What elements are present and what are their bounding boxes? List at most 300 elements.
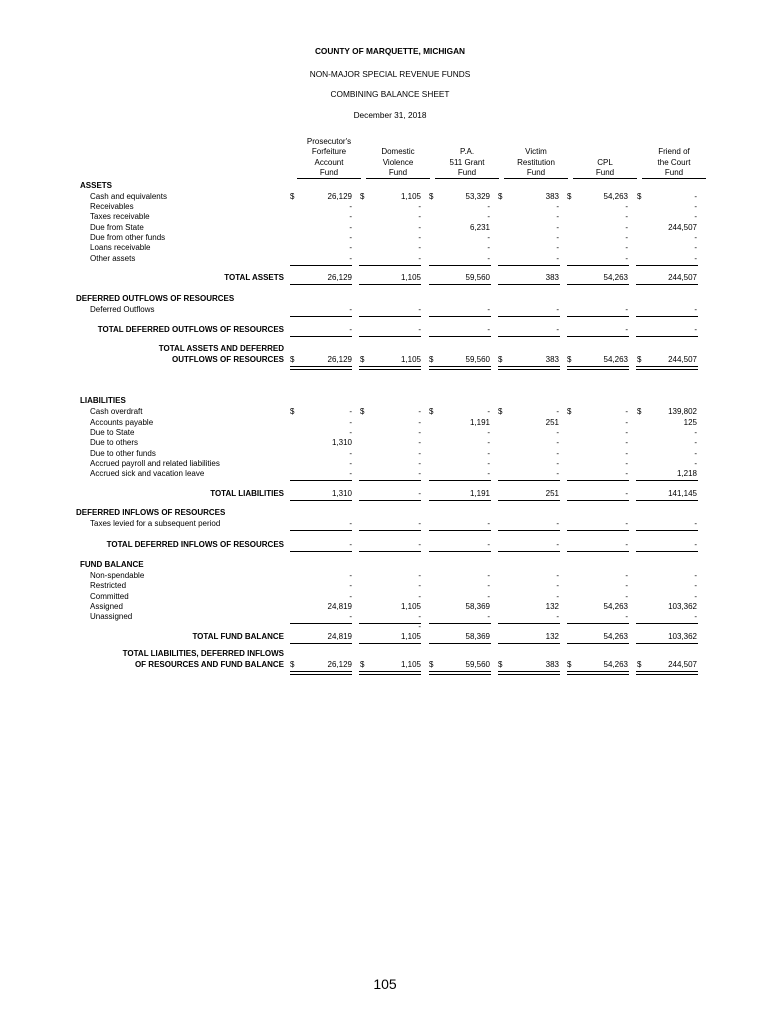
amount-cell: 139,802	[668, 407, 697, 416]
amount-cell: -	[625, 212, 628, 221]
total-rule	[498, 284, 560, 285]
amount-cell: -	[418, 592, 421, 601]
amount-cell: -	[418, 305, 421, 314]
total-rule	[567, 336, 629, 337]
double-rule	[290, 366, 352, 370]
dollar-sign: $	[360, 355, 365, 364]
amount-cell: -	[349, 459, 352, 468]
total-rule	[636, 500, 698, 501]
amount-cell: 383	[545, 192, 559, 201]
double-rule	[359, 366, 421, 370]
column-header-line: the Court	[657, 157, 691, 167]
total-rule	[290, 551, 352, 552]
row-label: Accrued payroll and related liabilities	[90, 459, 220, 468]
row-label: Due to others	[90, 438, 139, 447]
amount-cell: 251	[545, 489, 559, 498]
amount-cell: 54,263	[603, 602, 628, 611]
row-label: Accounts payable	[90, 418, 154, 427]
amount-cell: -	[418, 612, 421, 621]
amount-cell: -	[556, 428, 559, 437]
total-rule	[636, 336, 698, 337]
subtotal-rule	[636, 316, 698, 317]
row-label: Taxes levied for a subsequent period	[90, 519, 221, 528]
amount-cell: -	[418, 202, 421, 211]
amount-cell: -	[487, 581, 490, 590]
double-rule	[429, 671, 491, 675]
amount-cell: -	[625, 449, 628, 458]
total-label-line2: OUTFLOWS OF RESOURCES	[172, 355, 284, 364]
column-header	[363, 147, 433, 179]
amount-cell: -	[625, 428, 628, 437]
amount-cell: 24,819	[327, 632, 352, 641]
subtotal-rule	[359, 623, 421, 624]
total-label: TOTAL LIABILITIES	[210, 489, 284, 498]
amount-cell: -	[556, 612, 559, 621]
dollar-sign: $	[498, 407, 503, 416]
amount-cell: -	[556, 325, 559, 334]
double-rule	[567, 671, 629, 675]
dollar-sign: $	[637, 660, 642, 669]
amount-cell: -	[556, 223, 559, 232]
amount-cell: -	[556, 592, 559, 601]
page-number: 105	[373, 976, 397, 992]
total-rule	[359, 551, 421, 552]
amount-cell: -	[418, 469, 421, 478]
amount-cell: 53,329	[465, 192, 490, 201]
amount-cell: -	[418, 489, 421, 498]
section-deferred-outflows: DEFERRED OUTFLOWS OF RESOURCES	[76, 294, 235, 303]
amount-cell: -	[556, 581, 559, 590]
column-header	[432, 147, 502, 179]
total-label: TOTAL ASSETS AND DEFERRED	[158, 344, 284, 353]
row-label: Cash overdraft	[90, 407, 143, 416]
amount-cell: 59,560	[465, 273, 490, 282]
total-rule	[636, 284, 698, 285]
double-rule	[359, 671, 421, 675]
amount-cell: -	[487, 592, 490, 601]
amount-cell: 383	[545, 660, 559, 669]
double-rule	[636, 366, 698, 370]
subtotal-rule	[498, 480, 560, 481]
total-rule	[290, 336, 352, 337]
report-county: COUNTY OF MARQUETTE, MICHIGAN	[314, 46, 466, 56]
column-header-line: Forfeiture	[311, 147, 347, 157]
subtotal-rule	[636, 530, 698, 531]
column-header-line: Fund	[642, 168, 706, 179]
amount-cell: 125	[683, 418, 697, 427]
subtotal-rule	[290, 623, 352, 624]
amount-cell: -	[349, 325, 352, 334]
amount-cell: -	[487, 202, 490, 211]
dollar-sign: $	[429, 192, 434, 201]
amount-cell: -	[487, 540, 490, 549]
double-rule	[498, 671, 560, 675]
amount-cell: -	[487, 428, 490, 437]
amount-cell: -	[487, 305, 490, 314]
amount-cell: -	[487, 449, 490, 458]
dollar-sign: $	[429, 660, 434, 669]
amount-cell: 1,105	[400, 355, 421, 364]
amount-cell: -	[349, 592, 352, 601]
amount-cell: -	[349, 305, 352, 314]
subtotal-rule	[498, 530, 560, 531]
total-rule	[429, 500, 491, 501]
dollar-sign: $	[567, 355, 572, 364]
subtotal-rule	[359, 480, 421, 481]
dollar-sign: $	[290, 192, 295, 201]
amount-cell: -	[625, 407, 628, 416]
amount-cell: -	[418, 418, 421, 427]
amount-cell: -	[694, 243, 697, 252]
subtotal-rule	[359, 530, 421, 531]
column-header-line: Fund	[366, 168, 430, 179]
amount-cell: -	[694, 612, 697, 621]
amount-cell: -	[418, 540, 421, 549]
dollar-sign: $	[567, 660, 572, 669]
column-header-line: Friend of	[658, 147, 690, 157]
subtotal-rule	[636, 480, 698, 481]
amount-cell: -	[694, 428, 697, 437]
amount-cell: -	[487, 212, 490, 221]
amount-cell: -	[694, 581, 697, 590]
row-label: Restricted	[90, 581, 127, 590]
amount-cell: 24,819	[327, 602, 352, 611]
amount-cell: 244,507	[668, 223, 697, 232]
amount-cell: -	[418, 571, 421, 580]
section-assets: ASSETS	[80, 181, 113, 190]
amount-cell: -	[487, 243, 490, 252]
subtotal-rule	[498, 265, 560, 266]
row-label: Due from other funds	[90, 233, 166, 242]
total-rule	[567, 500, 629, 501]
amount-cell: -	[625, 540, 628, 549]
amount-cell: -	[349, 233, 352, 242]
row-label: Loans receivable	[90, 243, 151, 252]
amount-cell: -	[694, 438, 697, 447]
amount-cell: -	[556, 438, 559, 447]
amount-cell: 26,129	[327, 192, 352, 201]
double-rule	[498, 366, 560, 370]
amount-cell: -	[694, 212, 697, 221]
amount-cell: -	[625, 325, 628, 334]
double-rule	[290, 671, 352, 675]
total-rule	[359, 500, 421, 501]
column-header-line: 511 Grant	[449, 157, 485, 167]
amount-cell: -	[349, 418, 352, 427]
amount-cell: -	[556, 212, 559, 221]
dollar-sign: $	[637, 192, 642, 201]
amount-cell: 54,263	[603, 632, 628, 641]
amount-cell: 54,263	[603, 273, 628, 282]
subtotal-rule	[290, 530, 352, 531]
subtotal-rule	[636, 623, 698, 624]
total-label: TOTAL LIABILITIES, DEFERRED INFLOWS	[122, 649, 284, 658]
subtotal-rule	[567, 316, 629, 317]
amount-cell: 59,560	[465, 660, 490, 669]
total-rule	[498, 336, 560, 337]
amount-cell: 58,369	[465, 632, 490, 641]
amount-cell: -	[694, 459, 697, 468]
total-rule	[567, 643, 629, 644]
amount-cell: -	[694, 592, 697, 601]
amount-cell: -	[349, 428, 352, 437]
amount-cell: -	[625, 459, 628, 468]
total-label: TOTAL FUND BALANCE	[192, 632, 284, 641]
amount-cell: -	[487, 519, 490, 528]
amount-cell: -	[418, 243, 421, 252]
column-header-line: P.A.	[459, 147, 475, 157]
amount-cell: 244,507	[668, 355, 697, 364]
report-fund-type: NON-MAJOR SPECIAL REVENUE FUNDS	[309, 69, 471, 79]
amount-cell: 141,145	[668, 489, 697, 498]
amount-cell: -	[625, 469, 628, 478]
row-label: Other assets	[90, 254, 136, 263]
total-rule	[567, 551, 629, 552]
row-label: Cash and equivalents	[90, 192, 167, 201]
subtotal-rule	[636, 265, 698, 266]
column-header	[570, 158, 640, 179]
amount-cell: -	[625, 612, 628, 621]
amount-cell: -	[418, 325, 421, 334]
amount-cell: 26,129	[327, 273, 352, 282]
row-label: Assigned	[90, 602, 123, 611]
amount-cell: -	[625, 438, 628, 447]
amount-cell: -	[487, 612, 490, 621]
amount-cell: 383	[545, 355, 559, 364]
amount-cell: -	[487, 459, 490, 468]
row-label: Unassigned	[90, 612, 133, 621]
amount-cell: -	[418, 449, 421, 458]
row-label: Due to State	[90, 428, 135, 437]
amount-cell: 1,105	[400, 273, 421, 282]
dollar-sign: $	[360, 660, 365, 669]
amount-cell: -	[556, 459, 559, 468]
column-header-line: Restitution	[517, 157, 555, 167]
subtotal-rule	[498, 316, 560, 317]
dollar-sign: $	[498, 192, 503, 201]
subtotal-rule	[498, 623, 560, 624]
amount-cell: -	[694, 192, 697, 201]
amount-cell: 26,129	[327, 660, 352, 669]
amount-cell: -	[556, 202, 559, 211]
amount-cell: -	[625, 305, 628, 314]
amount-cell: -	[418, 428, 421, 437]
amount-cell: -	[349, 202, 352, 211]
amount-cell: -	[556, 571, 559, 580]
column-header-line: Fund	[504, 168, 568, 179]
subtotal-rule	[290, 316, 352, 317]
amount-cell: -	[556, 469, 559, 478]
amount-cell: -	[349, 449, 352, 458]
amount-cell: -	[349, 581, 352, 590]
total-label-line2: OF RESOURCES AND FUND BALANCE	[134, 660, 284, 669]
total-rule	[429, 284, 491, 285]
amount-cell: -	[694, 202, 697, 211]
row-label: Due from State	[90, 223, 144, 232]
amount-cell: -	[694, 540, 697, 549]
total-rule	[567, 284, 629, 285]
dollar-sign: $	[290, 407, 295, 416]
amount-cell: -	[487, 407, 490, 416]
subtotal-rule	[290, 265, 352, 266]
amount-cell: -	[625, 223, 628, 232]
amount-cell: -	[694, 233, 697, 242]
subtotal-rule	[429, 316, 491, 317]
amount-cell: 1,105	[400, 192, 421, 201]
subtotal-rule	[567, 265, 629, 266]
row-label: Committed	[90, 592, 129, 601]
amount-cell: -	[418, 233, 421, 242]
amount-cell: -	[349, 212, 352, 221]
total-rule	[290, 284, 352, 285]
dollar-sign: $	[567, 192, 572, 201]
amount-cell: -	[625, 243, 628, 252]
total-rule	[636, 551, 698, 552]
subtotal-rule	[359, 316, 421, 317]
dollar-sign: $	[429, 407, 434, 416]
amount-cell: -	[556, 540, 559, 549]
amount-cell: -	[556, 519, 559, 528]
subtotal-rule	[567, 623, 629, 624]
subtotal-rule	[567, 530, 629, 531]
dollar-sign: $	[637, 407, 642, 416]
report-date: December 31, 2018	[353, 110, 427, 120]
total-rule	[359, 643, 421, 644]
subtotal-rule	[359, 265, 421, 266]
amount-cell: 1,105	[400, 660, 421, 669]
amount-cell: 1,191	[469, 418, 490, 427]
column-header-line: Account	[314, 157, 344, 167]
amount-cell: -	[556, 243, 559, 252]
total-rule	[498, 500, 560, 501]
amount-cell: 1,191	[469, 489, 490, 498]
amount-cell: 103,362	[668, 602, 697, 611]
amount-cell: -	[487, 469, 490, 478]
amount-cell: 1,310	[331, 489, 352, 498]
amount-cell: 1,105	[400, 602, 421, 611]
total-rule	[429, 336, 491, 337]
total-rule	[359, 336, 421, 337]
amount-cell: -	[487, 571, 490, 580]
amount-cell: -	[625, 489, 628, 498]
amount-cell: 54,263	[603, 355, 628, 364]
dollar-sign: $	[429, 355, 434, 364]
column-header	[639, 147, 709, 179]
amount-cell: -	[625, 581, 628, 590]
amount-cell: -	[694, 449, 697, 458]
amount-cell: -	[349, 519, 352, 528]
amount-cell: -	[625, 592, 628, 601]
total-rule	[429, 551, 491, 552]
amount-cell: -	[418, 459, 421, 468]
column-header	[294, 137, 364, 179]
total-label: TOTAL DEFERRED OUTFLOWS OF RESOURCES	[97, 325, 284, 334]
dollar-sign: $	[637, 355, 642, 364]
amount-cell: -	[349, 223, 352, 232]
row-label: Deferred Outflows	[90, 305, 155, 314]
amount-cell: -	[418, 438, 421, 447]
amount-cell: 26,129	[327, 355, 352, 364]
row-label: Accrued sick and vacation leave	[90, 469, 205, 478]
subtotal-rule	[429, 530, 491, 531]
subtotal-rule	[429, 265, 491, 266]
amount-cell: -	[418, 223, 421, 232]
amount-cell: -	[349, 243, 352, 252]
dollar-sign: $	[360, 192, 365, 201]
amount-cell: 1,105	[400, 632, 421, 641]
amount-cell: -	[625, 202, 628, 211]
subtotal-rule	[290, 480, 352, 481]
amount-cell: -	[349, 469, 352, 478]
amount-cell: 244,507	[668, 660, 697, 669]
dollar-sign: $	[498, 355, 503, 364]
row-label: Due to other funds	[90, 449, 156, 458]
amount-cell: 132	[545, 632, 559, 641]
dollar-sign: $	[290, 355, 295, 364]
amount-cell: -	[694, 325, 697, 334]
column-header-line: Fund	[573, 168, 637, 179]
amount-cell: 1,218	[676, 469, 697, 478]
amount-cell: 383	[545, 273, 559, 282]
column-header-line: Prosecutor's	[306, 137, 352, 147]
column-header	[501, 147, 571, 179]
amount-cell: -	[625, 254, 628, 263]
subtotal-rule	[429, 480, 491, 481]
amount-cell: -	[694, 254, 697, 263]
amount-cell: -	[556, 449, 559, 458]
report-statement: COMBINING BALANCE SHEET	[330, 89, 450, 99]
amount-cell: -	[349, 571, 352, 580]
amount-cell: -	[487, 233, 490, 242]
section-fund-balance: FUND BALANCE	[80, 560, 144, 569]
column-header-line: Fund	[297, 168, 361, 179]
total-rule	[498, 551, 560, 552]
column-header-line: Victim	[525, 147, 547, 157]
row-label: Taxes receivable	[90, 212, 150, 221]
amount-cell: -	[418, 212, 421, 221]
amount-cell: -	[418, 519, 421, 528]
dollar-sign: $	[290, 660, 295, 669]
amount-cell: -	[556, 305, 559, 314]
amount-cell: -	[349, 540, 352, 549]
dollar-sign: $	[567, 407, 572, 416]
amount-cell: 1,310	[331, 438, 352, 447]
total-rule	[636, 643, 698, 644]
amount-cell: -	[625, 418, 628, 427]
column-header-line: CPL	[597, 157, 613, 167]
amount-cell: 251	[545, 418, 559, 427]
total-label: TOTAL ASSETS	[224, 273, 284, 282]
amount-cell: -	[694, 305, 697, 314]
amount-cell: 58,369	[465, 602, 490, 611]
amount-cell: 6,231	[469, 223, 490, 232]
column-header-line: Fund	[435, 168, 499, 179]
amount-cell: -	[418, 254, 421, 263]
dollar-sign: $	[360, 407, 365, 416]
amount-cell: -	[418, 407, 421, 416]
double-rule	[636, 671, 698, 675]
amount-cell: -	[487, 254, 490, 263]
amount-cell: -	[694, 519, 697, 528]
amount-cell: 54,263	[603, 192, 628, 201]
amount-cell: -	[625, 571, 628, 580]
amount-cell: 54,263	[603, 660, 628, 669]
column-header-line: Violence	[382, 157, 414, 167]
dollar-sign: $	[498, 660, 503, 669]
subtotal-rule	[429, 623, 491, 624]
amount-cell: -	[418, 581, 421, 590]
total-rule	[290, 500, 352, 501]
